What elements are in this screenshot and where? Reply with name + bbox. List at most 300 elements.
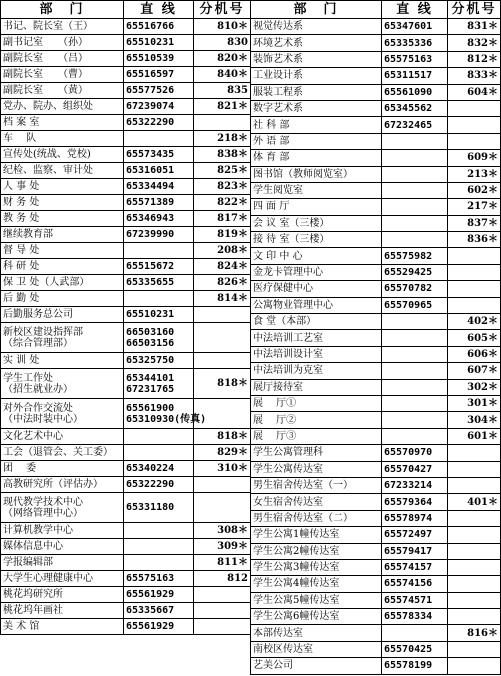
extension-cell — [448, 264, 501, 280]
phone-cell: 65574571 — [382, 592, 448, 608]
extension-cell — [448, 592, 501, 608]
phone-cell: 67239990 — [124, 227, 194, 243]
department-cell: 环境艺术系 — [251, 35, 382, 51]
phone-cell — [382, 150, 448, 166]
table-row — [251, 576, 501, 592]
phone-cell: 65335336 — [382, 35, 448, 51]
extension-cell — [194, 307, 251, 323]
table-row — [251, 658, 501, 674]
table-row — [251, 445, 501, 461]
phone-cell: 65322290 — [124, 115, 194, 131]
left-header-row — [1, 1, 251, 19]
phone-cell: 65516766 — [124, 19, 194, 35]
extension-cell: 822＊ — [194, 195, 251, 211]
table-row — [251, 330, 501, 346]
table-row — [251, 68, 501, 84]
extension-cell: 825＊ — [194, 163, 251, 179]
extension-cell: 310＊ — [194, 461, 251, 477]
line-header: 直 线 — [382, 1, 448, 19]
phone-cell: 67232465 — [382, 117, 448, 133]
table-row — [251, 84, 501, 100]
department-cell: 展 厅① — [251, 395, 382, 411]
department-cell: 团 委 — [1, 461, 124, 477]
table-row — [251, 527, 501, 543]
table-row — [1, 179, 251, 195]
phone-cell: 65345562 — [382, 100, 448, 116]
extension-cell: 605＊ — [448, 330, 501, 346]
department-cell: 学生公寓3幢传达室 — [251, 559, 382, 575]
extension-cell — [448, 297, 501, 313]
phone-cell: 65574156 — [382, 576, 448, 592]
table-row — [251, 150, 501, 166]
department-cell: 女生宿舍传达室 — [251, 494, 382, 510]
table-row — [1, 243, 251, 259]
department-cell: 中法培训设计室 — [251, 346, 382, 362]
extension-cell: 817＊ — [194, 211, 251, 227]
extension-cell: 601＊ — [448, 428, 501, 444]
table-row — [251, 182, 501, 198]
extension-cell: 836＊ — [448, 232, 501, 248]
department-cell: 外 语 部 — [251, 133, 382, 149]
department-cell: 副院长室 （曹） — [1, 67, 124, 83]
table-row — [1, 571, 251, 587]
table-row — [1, 275, 251, 291]
phone-cell — [124, 429, 194, 445]
department-cell: 对外合作交流处 （中法时装中心） — [1, 399, 124, 429]
department-cell: 桃花坞年画社 — [1, 603, 124, 619]
extension-cell: 402＊ — [448, 314, 501, 330]
phone-cell: 65578199 — [382, 658, 448, 674]
extension-cell: 607＊ — [448, 363, 501, 379]
table-row — [1, 477, 251, 493]
department-cell: 金龙卡管理中心 — [251, 264, 382, 280]
phone-cell: 65322290 — [124, 477, 194, 493]
phone-cell: 65573435 — [124, 147, 194, 163]
extension-cell: 814＊ — [194, 291, 251, 307]
extension-cell: 816＊ — [448, 625, 501, 641]
department-cell: 督 导 处 — [1, 243, 124, 259]
extension-cell — [194, 587, 251, 603]
extension-cell: 308＊ — [194, 523, 251, 539]
phone-cell: 65335655 — [124, 275, 194, 291]
extension-cell: 401＊ — [448, 494, 501, 510]
extension-cell — [448, 117, 501, 133]
extension-cell: 819＊ — [194, 227, 251, 243]
extension-cell: 823＊ — [194, 179, 251, 195]
phone-cell: 65572497 — [382, 527, 448, 543]
department-cell: 宣传处(统战、党校) — [1, 147, 124, 163]
department-cell: 男生宿舍传达室（一） — [251, 477, 382, 493]
extension-cell: 218＊ — [194, 131, 251, 147]
table-row — [251, 412, 501, 428]
table-row — [251, 297, 501, 313]
extension-cell: 810＊ — [194, 19, 251, 35]
table-row — [1, 619, 251, 635]
extension-cell — [448, 641, 501, 657]
phone-cell — [124, 243, 194, 259]
extension-cell — [448, 281, 501, 297]
department-cell: 接 待 室（三楼） — [251, 232, 382, 248]
department-cell: 后勤服务总公司 — [1, 307, 124, 323]
extension-cell — [448, 510, 501, 526]
extension-cell: 213＊ — [448, 166, 501, 182]
extension-cell — [194, 323, 251, 353]
table-row — [251, 428, 501, 444]
department-cell: 教 务 处 — [1, 211, 124, 227]
department-cell: 计算机教学中心 — [1, 523, 124, 539]
table-row — [1, 323, 251, 353]
department-cell: 新校区建设指挥部 （综合管理部） — [1, 323, 124, 353]
extension-cell: 826＊ — [194, 275, 251, 291]
table-row — [251, 543, 501, 559]
phone-cell: 65347601 — [382, 19, 448, 35]
department-cell: 展 厅③ — [251, 428, 382, 444]
ext-header: 分机号 — [194, 1, 251, 19]
extension-cell: 602＊ — [448, 182, 501, 198]
table-row — [251, 35, 501, 51]
phone-cell: 65575982 — [382, 248, 448, 264]
table-row — [1, 99, 251, 115]
phone-cell — [382, 199, 448, 215]
table-row — [251, 510, 501, 526]
department-cell: 工业设计系 — [251, 68, 382, 84]
extension-cell: 820＊ — [194, 51, 251, 67]
extension-cell: 830 — [194, 35, 251, 51]
phone-cell: 65529425 — [382, 264, 448, 280]
table-row — [251, 461, 501, 477]
phone-cell: 65570425 — [382, 641, 448, 657]
phone-cell: 65577526 — [124, 83, 194, 99]
department-cell: 副书记室 （孙） — [1, 35, 124, 51]
table-row — [251, 264, 501, 280]
phone-cell — [382, 428, 448, 444]
phone-cell — [124, 523, 194, 539]
table-row — [251, 641, 501, 657]
phone-cell — [382, 625, 448, 641]
phone-cell: 65570970 — [382, 445, 448, 461]
table-row — [1, 353, 251, 369]
department-cell: 保 卫 处（人武部） — [1, 275, 124, 291]
department-cell: 桃花坞研究所 — [1, 587, 124, 603]
phone-cell — [382, 346, 448, 362]
department-cell: 实 训 处 — [1, 353, 124, 369]
phone-cell: 65331180 — [124, 493, 194, 523]
department-cell: 学生公寓传达室 — [251, 461, 382, 477]
department-cell: 体 育 部 — [251, 150, 382, 166]
extension-cell — [194, 353, 251, 369]
table-row — [251, 248, 501, 264]
table-row — [1, 35, 251, 51]
extension-cell: 831＊ — [448, 19, 501, 35]
table-row — [251, 215, 501, 231]
table-row — [251, 117, 501, 133]
extension-cell — [448, 477, 501, 493]
phone-cell: 65516597 — [124, 67, 194, 83]
table-row — [251, 19, 501, 35]
table-row — [1, 291, 251, 307]
table-row — [1, 131, 251, 147]
extension-cell — [448, 658, 501, 674]
department-cell: 视觉传达系 — [251, 19, 382, 35]
extension-cell: 309＊ — [194, 539, 251, 555]
phone-cell: 65574157 — [382, 559, 448, 575]
extension-cell — [448, 543, 501, 559]
department-cell: 装饰艺术系 — [251, 51, 382, 67]
department-cell: 南校区传达室 — [251, 641, 382, 657]
extension-cell: 812 — [194, 571, 251, 587]
table-row — [1, 51, 251, 67]
table-row — [1, 19, 251, 35]
department-cell: 副院长室 （吕） — [1, 51, 124, 67]
table-row — [251, 199, 501, 215]
extension-cell — [194, 493, 251, 523]
phone-cell: 65570965 — [382, 297, 448, 313]
phone-cell — [382, 314, 448, 330]
department-cell: 食 堂（本部） — [251, 314, 382, 330]
phone-cell: 65510231 — [124, 35, 194, 51]
dept-header: 部 门 — [1, 1, 124, 19]
table-row — [1, 211, 251, 227]
table-row — [1, 195, 251, 211]
department-cell: 党办、院办、组织处 — [1, 99, 124, 115]
extension-cell: 606＊ — [448, 346, 501, 362]
extension-cell: 824＊ — [194, 259, 251, 275]
department-cell: 美 术 馆 — [1, 619, 124, 635]
department-cell: 学生公寓6幢传达室 — [251, 609, 382, 625]
phone-cell — [382, 182, 448, 198]
department-cell: 现代教学技术中心 （网络管理中心） — [1, 493, 124, 523]
phone-cell — [382, 215, 448, 231]
table-row — [1, 259, 251, 275]
department-cell: 车 队 — [1, 131, 124, 147]
extension-cell: 302＊ — [448, 379, 501, 395]
table-row — [251, 625, 501, 641]
right-header-row — [251, 1, 501, 19]
phone-cell: 66503160 66503156 — [124, 323, 194, 353]
phone-cell — [124, 555, 194, 571]
extension-cell: 301＊ — [448, 395, 501, 411]
phone-cell: 65325750 — [124, 353, 194, 369]
left-directory-table — [0, 0, 251, 635]
table-row — [1, 115, 251, 131]
phone-cell: 65575163 — [382, 51, 448, 67]
extension-cell — [448, 133, 501, 149]
department-cell: 艺美公司 — [251, 658, 382, 674]
phone-cell: 65561900 65310930(传真) — [124, 399, 194, 429]
table-row — [1, 399, 251, 429]
extension-cell: 818＊ — [194, 429, 251, 445]
table-row — [251, 314, 501, 330]
department-cell: 后 勤 处 — [1, 291, 124, 307]
dept-header: 部 门 — [251, 1, 382, 19]
phone-cell: 65561090 — [382, 84, 448, 100]
department-cell: 四 面 厅 — [251, 199, 382, 215]
department-cell: 会 议 室（三楼） — [251, 215, 382, 231]
extension-cell — [448, 248, 501, 264]
extension-cell — [448, 609, 501, 625]
phone-cell: 65579417 — [382, 543, 448, 559]
department-cell: 中法培训为克室 — [251, 363, 382, 379]
extension-cell — [448, 559, 501, 575]
phone-cell: 65579364 — [382, 494, 448, 510]
department-cell: 学生工作处 （招生就业办） — [1, 369, 124, 399]
table-row — [1, 493, 251, 523]
phone-cell: 65575163 — [124, 571, 194, 587]
department-cell: 书记、院长室（王） — [1, 19, 124, 35]
phone-cell — [382, 363, 448, 379]
department-cell: 纪检、监察、审计处 — [1, 163, 124, 179]
table-row — [251, 395, 501, 411]
phone-cell: 65571389 — [124, 195, 194, 211]
department-cell: 本部传达室 — [251, 625, 382, 641]
table-row — [251, 100, 501, 116]
extension-cell — [448, 576, 501, 592]
department-cell: 展厅接待室 — [251, 379, 382, 395]
table-row — [1, 445, 251, 461]
phone-cell — [382, 166, 448, 182]
phone-cell: 67239074 — [124, 99, 194, 115]
extension-cell: 609＊ — [448, 150, 501, 166]
extension-cell: 840＊ — [194, 67, 251, 83]
extension-cell — [194, 603, 251, 619]
phone-cell: 65510231 — [124, 307, 194, 323]
phone-cell — [124, 131, 194, 147]
department-cell: 学生公寓1幢传达室 — [251, 527, 382, 543]
extension-cell: 838＊ — [194, 147, 251, 163]
table-row — [1, 67, 251, 83]
department-cell: 文化艺术中心 — [1, 429, 124, 445]
table-row — [251, 133, 501, 149]
table-row — [1, 461, 251, 477]
table-row — [1, 227, 251, 243]
phone-cell: 65334494 — [124, 179, 194, 195]
phone-cell: 65561929 — [124, 619, 194, 635]
table-row — [1, 83, 251, 99]
extension-cell: 304＊ — [448, 412, 501, 428]
line-header: 直 线 — [124, 1, 194, 19]
phone-cell: 65515672 — [124, 259, 194, 275]
extension-cell — [194, 619, 251, 635]
phone-cell: 65561929 — [124, 587, 194, 603]
extension-cell: 829＊ — [194, 445, 251, 461]
ext-header: 分机号 — [448, 1, 501, 19]
phone-cell: 65346943 — [124, 211, 194, 227]
department-cell: 工会（退管会、关工委） — [1, 445, 124, 461]
table-row — [1, 147, 251, 163]
table-row — [251, 494, 501, 510]
extension-cell: 835 — [194, 83, 251, 99]
extension-cell — [448, 445, 501, 461]
phone-cell: 65340224 — [124, 461, 194, 477]
department-cell: 大学生心理健康中心 — [1, 571, 124, 587]
table-row — [1, 587, 251, 603]
extension-cell: 818＊ — [194, 369, 251, 399]
table-row — [251, 592, 501, 608]
table-row — [251, 363, 501, 379]
department-cell: 媒体信息中心 — [1, 539, 124, 555]
table-row — [1, 429, 251, 445]
department-cell: 数字艺术系 — [251, 100, 382, 116]
department-cell: 社 科 部 — [251, 117, 382, 133]
phone-cell: 67233214 — [382, 477, 448, 493]
table-row — [1, 603, 251, 619]
phone-cell: 65570427 — [382, 461, 448, 477]
phone-cell — [124, 291, 194, 307]
department-cell: 学生公寓4幢传达室 — [251, 576, 382, 592]
extension-cell: 832＊ — [448, 35, 501, 51]
phone-cell: 65510539 — [124, 51, 194, 67]
department-cell: 图书馆（教师阅览室） — [251, 166, 382, 182]
extension-cell: 604＊ — [448, 84, 501, 100]
department-cell: 人 事 处 — [1, 179, 124, 195]
extension-cell — [448, 100, 501, 116]
table-row — [251, 232, 501, 248]
right-directory-table — [250, 0, 501, 675]
extension-cell — [194, 477, 251, 493]
department-cell: 文 印 中 心 — [251, 248, 382, 264]
phone-cell: 65570782 — [382, 281, 448, 297]
department-cell: 中法培训工艺室 — [251, 330, 382, 346]
department-cell: 学生公寓2幢传达室 — [251, 543, 382, 559]
department-cell: 男生宿舍传达室（二） — [251, 510, 382, 526]
department-cell: 学生阅览室 — [251, 182, 382, 198]
extension-cell — [448, 527, 501, 543]
table-row — [251, 346, 501, 362]
phone-cell — [382, 330, 448, 346]
table-row — [1, 369, 251, 399]
department-cell: 学生公寓管理科 — [251, 445, 382, 461]
table-row — [251, 559, 501, 575]
department-cell: 学报编辑部 — [1, 555, 124, 571]
department-cell: 档 案 室 — [1, 115, 124, 131]
phone-cell — [382, 395, 448, 411]
phone-cell — [382, 379, 448, 395]
department-cell: 高教研究所（评估办） — [1, 477, 124, 493]
extension-cell — [448, 461, 501, 477]
phone-cell: 65578974 — [382, 510, 448, 526]
department-cell: 公寓物业管理中心 — [251, 297, 382, 313]
department-cell: 副院长室 （黄） — [1, 83, 124, 99]
phone-cell — [382, 412, 448, 428]
phone-cell: 65311517 — [382, 68, 448, 84]
department-cell: 学生公寓5幢传达室 — [251, 592, 382, 608]
department-cell: 财 务 处 — [1, 195, 124, 211]
table-row — [1, 523, 251, 539]
department-cell: 医疗保健中心 — [251, 281, 382, 297]
phone-cell: 65344101 67231765 — [124, 369, 194, 399]
table-row — [251, 51, 501, 67]
department-cell: 继续教育部 — [1, 227, 124, 243]
extension-cell: 208＊ — [194, 243, 251, 259]
phone-cell: 65335667 — [124, 603, 194, 619]
phone-cell — [124, 445, 194, 461]
extension-cell: 812＊ — [448, 51, 501, 67]
extension-cell — [194, 115, 251, 131]
department-cell: 科 研 处 — [1, 259, 124, 275]
phone-cell — [124, 539, 194, 555]
table-row — [251, 477, 501, 493]
table-row — [1, 539, 251, 555]
extension-cell: 811＊ — [194, 555, 251, 571]
extension-cell: 217＊ — [448, 199, 501, 215]
phone-cell — [382, 232, 448, 248]
phone-cell: 65578334 — [382, 609, 448, 625]
table-row — [1, 163, 251, 179]
table-row — [1, 555, 251, 571]
phone-cell — [382, 133, 448, 149]
table-row — [1, 307, 251, 323]
table-row — [251, 379, 501, 395]
